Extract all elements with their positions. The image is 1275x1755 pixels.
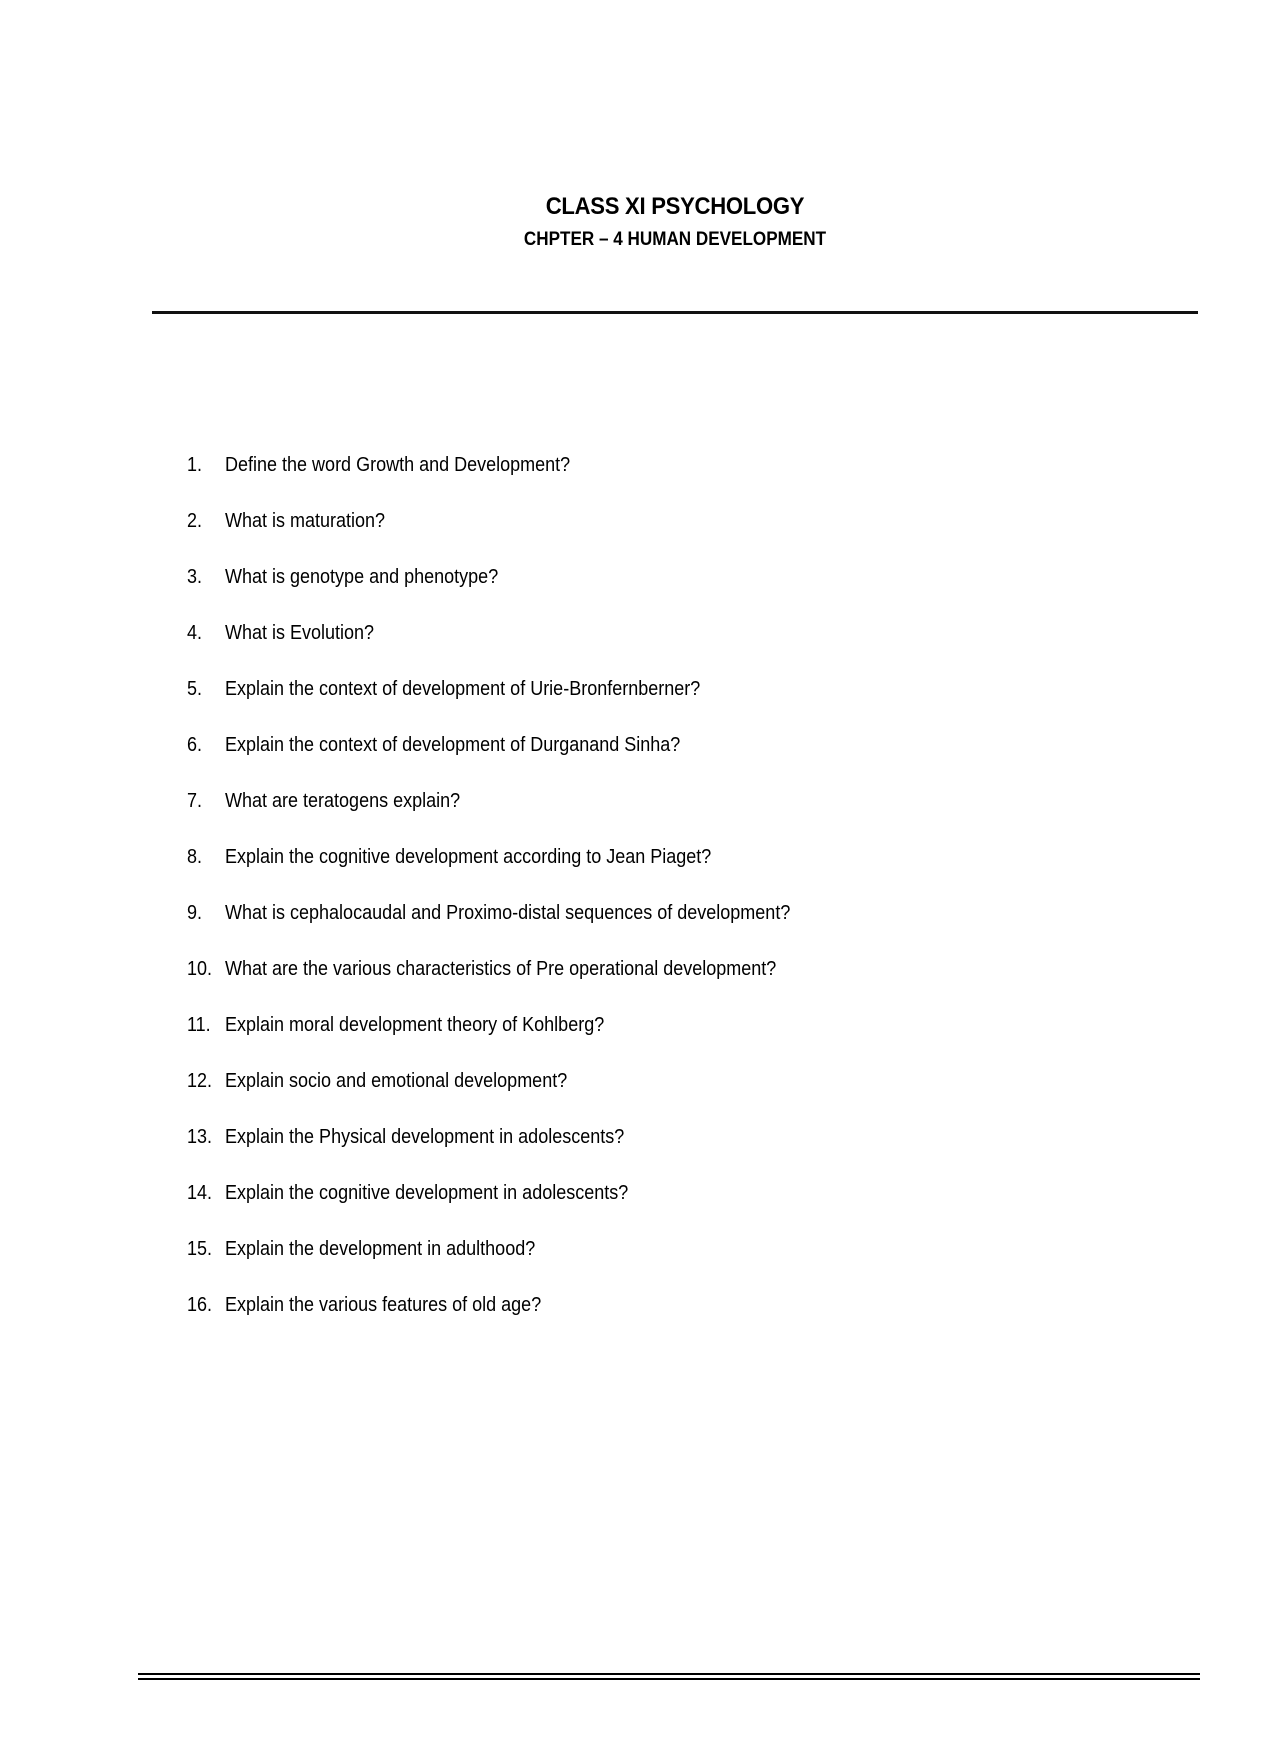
question-number: 11.	[187, 1014, 211, 1036]
question-number: 2.	[187, 510, 203, 532]
list-item	[0, 1010, 1275, 1066]
question-number: 3.	[187, 566, 203, 588]
list-item	[0, 562, 1275, 618]
list-item	[0, 954, 1275, 1010]
list-item	[0, 1178, 1275, 1234]
question-text: Explain the development in adulthood?	[225, 1238, 536, 1260]
question-text: Explain the various features of old age?	[225, 1294, 542, 1316]
list-item	[0, 506, 1275, 562]
question-number: 15.	[187, 1238, 213, 1260]
list-item	[0, 618, 1275, 674]
list-item	[0, 730, 1275, 786]
question-text: What is maturation?	[225, 510, 386, 532]
question-text: Explain the cognitive development in adolescents?	[225, 1182, 629, 1204]
question-number: 14.	[187, 1182, 213, 1204]
list-item	[0, 1290, 1275, 1346]
footer-double-rule	[138, 1673, 1200, 1680]
question-text: What are teratogens explain?	[225, 790, 461, 812]
page-title: CLASS XI PSYCHOLOGY	[545, 193, 805, 220]
list-item	[0, 674, 1275, 730]
list-item	[0, 786, 1275, 842]
question-text: What are the various characteristics of Pre operational development?	[225, 958, 777, 980]
question-text: Define the word Growth and Development?	[225, 454, 571, 476]
question-number: 9.	[187, 902, 203, 924]
question-number: 13.	[187, 1126, 213, 1148]
question-text: Explain the context of development of Durganand Sinha?	[225, 734, 681, 756]
question-text: Explain the context of development of Urie-Bronfernberner?	[225, 678, 701, 700]
question-text: Explain the cognitive development according to Jean Piaget?	[225, 846, 712, 868]
question-number: 7.	[187, 790, 203, 812]
question-text: What is genotype and phenotype?	[225, 566, 499, 588]
list-item	[0, 842, 1275, 898]
title-divider	[152, 311, 1198, 314]
question-number: 10.	[187, 958, 213, 980]
question-number: 5.	[187, 678, 203, 700]
question-number: 16.	[187, 1294, 213, 1316]
list-item	[0, 1234, 1275, 1290]
question-number: 1.	[187, 454, 203, 476]
question-number: 6.	[187, 734, 203, 756]
question-text: Explain the Physical development in adolescents?	[225, 1126, 625, 1148]
question-text: What is Evolution?	[225, 622, 375, 644]
question-list	[0, 450, 1275, 1346]
list-item	[0, 450, 1275, 506]
list-item	[0, 898, 1275, 954]
question-text: Explain socio and emotional development?	[225, 1070, 568, 1092]
question-number: 12.	[187, 1070, 213, 1092]
list-item	[0, 1066, 1275, 1122]
list-item	[0, 1122, 1275, 1178]
question-number: 8.	[187, 846, 203, 868]
question-text: Explain moral development theory of Kohlberg?	[225, 1014, 605, 1036]
chapter-subtitle: CHPTER – 4 HUMAN DEVELOPMENT	[523, 229, 827, 250]
question-number: 4.	[187, 622, 203, 644]
question-text: What is cephalocaudal and Proximo-distal sequences of development?	[225, 902, 791, 924]
